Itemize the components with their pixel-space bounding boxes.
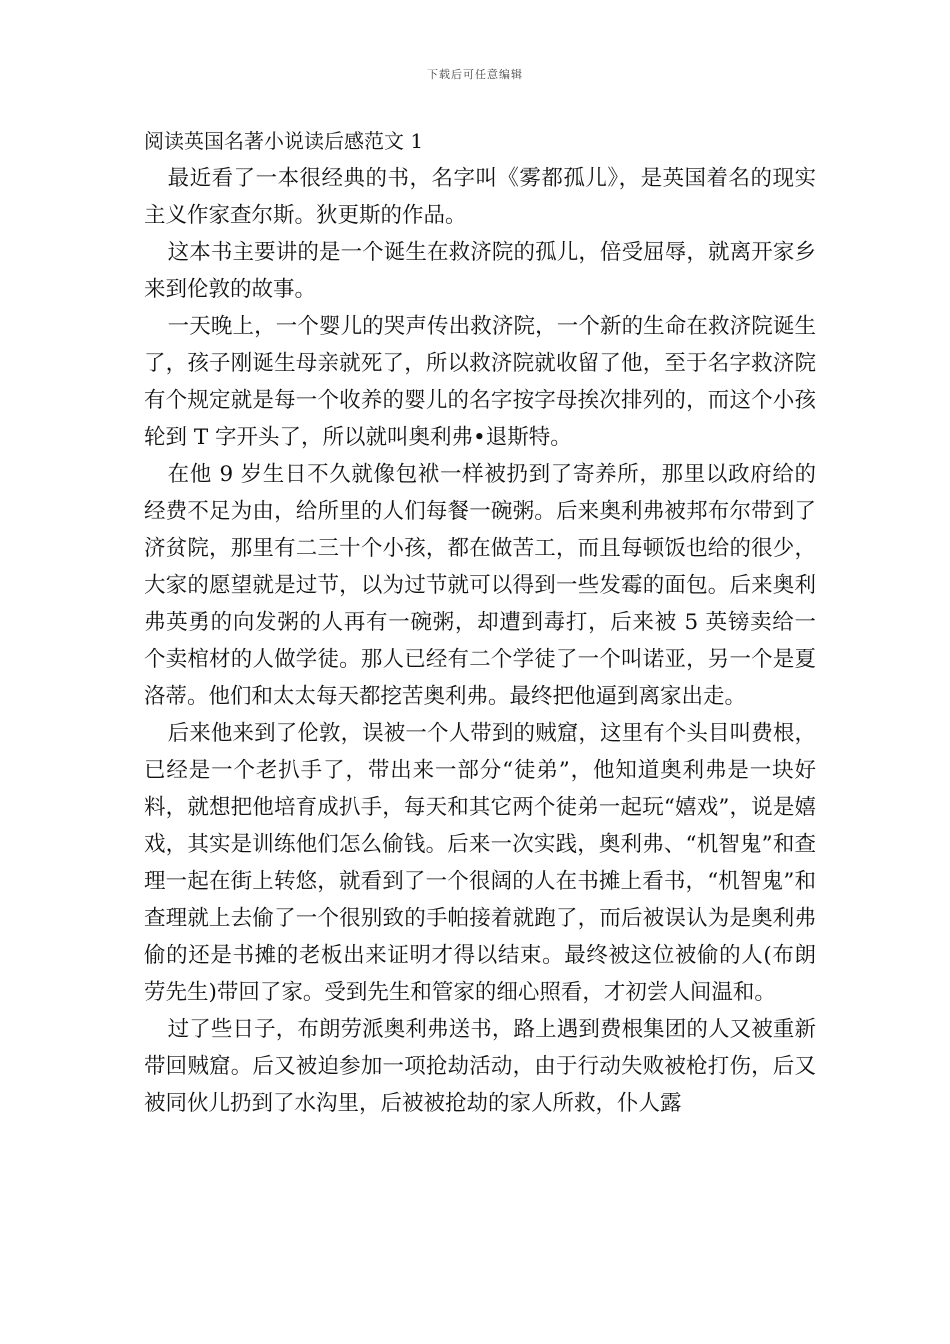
paragraph-3: 一天晚上，一个婴儿的哭声传出救济院，一个新的生命在救济院诞生了，孩子刚诞生母亲就死了，所以救济院就收留了他，至于名字救济院有个规定就是每一个收养的婴儿的名字按字母挨次排列的，而这个小孩轮到 T 字开头了，所以就叫奥利弗•退斯特。 bbox=[144, 314, 816, 450]
document-body bbox=[144, 123, 816, 1122]
paragraph-5: 后来他来到了伦敦，误被一个人带到的贼窟，这里有个头目叫费根，已经是一个老扒手了，带出来一部分“徒弟”，他知道奥利弗是一块好料，就想把他培育成扒手，每天和其它两个徒弟一起玩“嬉戏”，说是嬉戏，其实是训练他们怎么偷钱。后来一次实践，奥利弗、“机智鬼”和查理一起在街上转悠，就看到了一个很阔的人在书摊上看书，“机智鬼”和查理就上去偷了一个很别致的手帕接着就跑了，而后被误认为是奥利弗偷的还是书摊的老板出来证明才得以结束。最终被这位被偷的人(布朗劳先生)带回了家。受到先生和管家的细心照看，才初尝人间温和。 bbox=[144, 721, 816, 1005]
paragraph-4: 在他 9 岁生日不久就像包袱一样被扔到了寄养所，那里以政府给的经费不足为由，给所里的人们每餐一碗粥。后来奥利弗被邦布尔带到了济贫院，那里有二三十个小孩，都在做苦工，而且每顿饭也给的很少，大家的愿望就是过节，以为过节就可以得到一些发霉的面包。后来奥利弗英勇的向发粥的人再有一碗粥，却遭到毒打，后来被 5 英镑卖给一个卖棺材的人做学徒。那人已经有二个学徒了一个叫诺亚，另一个是夏洛蒂。他们和太太每天都挖苦奥利弗。最终把他逼到离家出走。 bbox=[144, 462, 816, 709]
paragraph-2: 这本书主要讲的是一个诞生在救济院的孤儿，倍受屈辱，就离开家乡来到伦敦的故事。 bbox=[144, 240, 816, 302]
paragraph-6: 过了些日子，布朗劳派奥利弗送书，路上遇到费根集团的人又被重新带回贼窟。后又被迫参加一项抢劫活动，由于行动失败被枪打伤，后又被同伙儿扔到了水沟里，后被被抢劫的家人所救，仆人露 bbox=[144, 1017, 816, 1116]
paragraph-1: 最近看了一本很经典的书，名字叫《雾都孤儿》，是英国着名的现实主义作家查尔斯。狄更斯的作品。 bbox=[144, 166, 816, 228]
document-title: 阅读英国名著小说读后感范文 1 bbox=[144, 129, 424, 153]
header-note: 下载后可任意编辑 bbox=[427, 68, 523, 81]
